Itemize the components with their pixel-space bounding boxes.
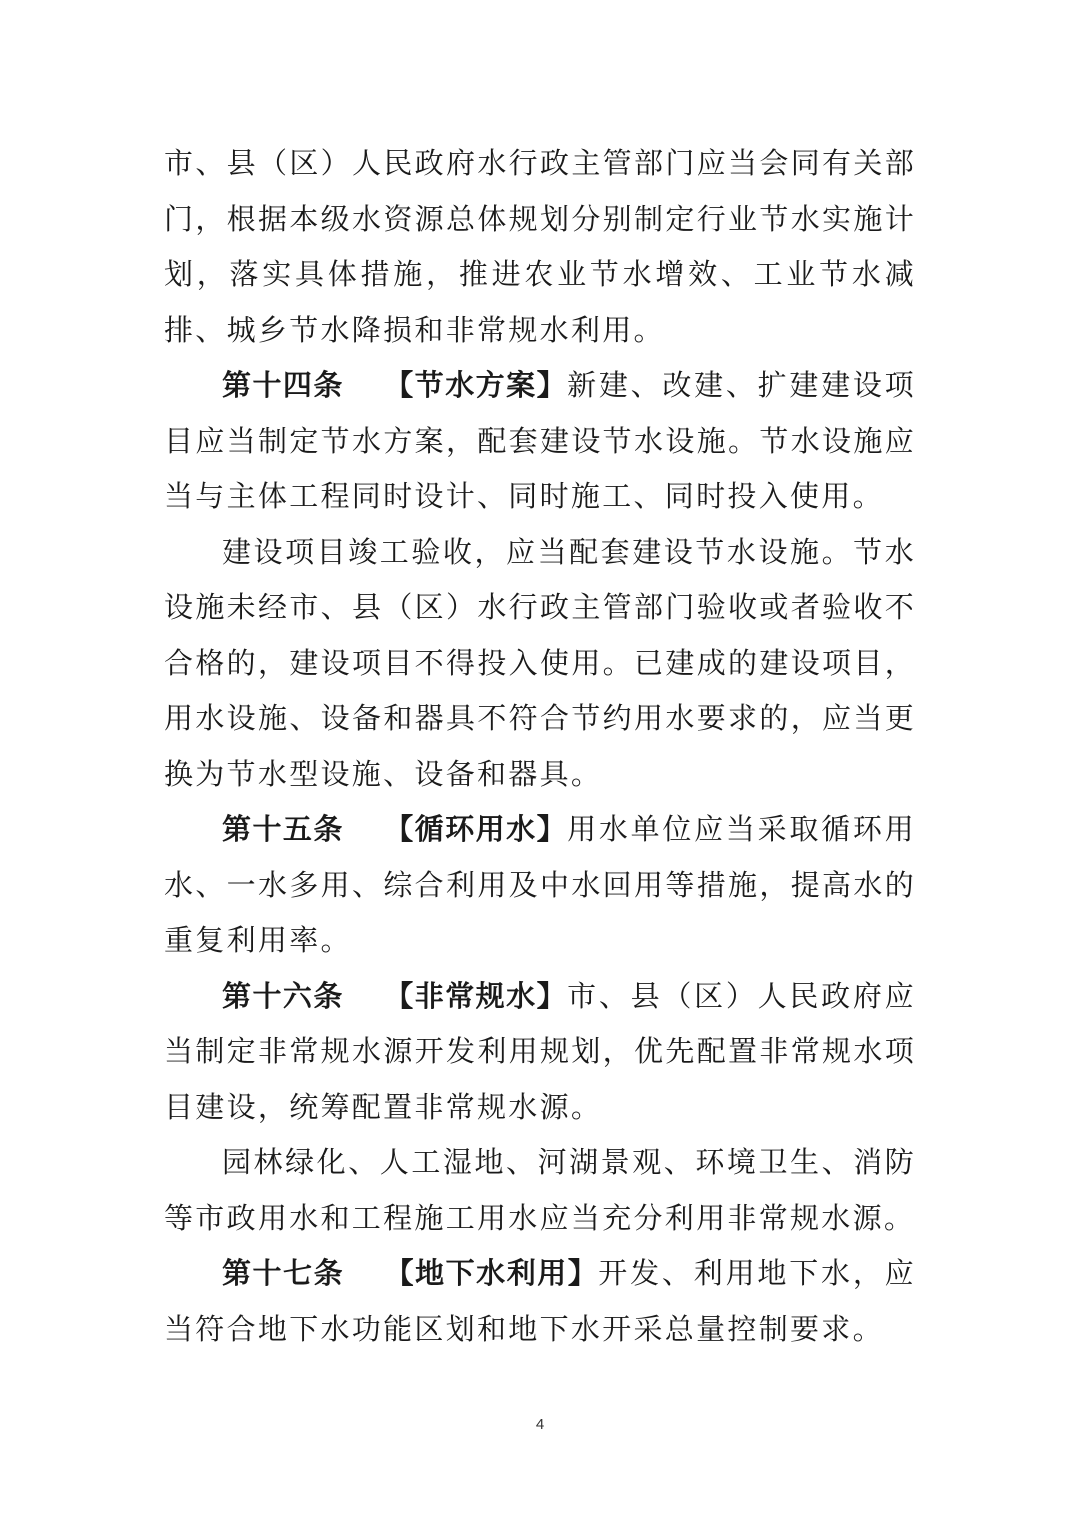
page-number: 4 bbox=[535, 1416, 545, 1433]
article-title: 【地下水利用】 bbox=[384, 1256, 599, 1290]
paragraph-text: 建设项目竣工验收，应当配套建设节水设施。节水设施未经市、县（区）水行政主管部门验收或者验收不合格的，建设项目不得投入使用。已建成的建设项目，用水设施、设备和器具不符合节约用水要求的，应当更换为节水型设施、设备和器具。 bbox=[164, 534, 916, 791]
document-body bbox=[164, 136, 916, 1357]
article-title: 【循环用水】 bbox=[383, 812, 568, 846]
paragraph-municipal-water bbox=[164, 1135, 916, 1246]
paragraph-text: 市、县（区）人民政府水行政主管部门应当会同有关部门，根据本级水资源总体规划分别制定行业节水实施计划，落实具体措施，推进农业节水增效、工业节水减排、城乡节水降损和非常规水利用。 bbox=[164, 146, 916, 347]
article-17 bbox=[164, 1246, 916, 1357]
article-number: 第十四条 bbox=[222, 368, 344, 402]
article-title: 【非常规水】 bbox=[383, 978, 568, 1013]
article-title: 【节水方案】 bbox=[383, 368, 568, 402]
article-number: 第十五条 bbox=[222, 812, 344, 846]
paragraph-text: 园林绿化、人工湿地、河湖景观、环境卫生、消防等市政用水和工程施工用水应当充分利用非常规水源。 bbox=[164, 1145, 916, 1235]
article-14 bbox=[164, 358, 916, 525]
article-15 bbox=[164, 802, 916, 969]
article-number: 第十七条 bbox=[222, 1256, 345, 1290]
paragraph-text: 新建、改建、扩建建设项目应当制定节水方案，配套建设节水设施。节水设施应当与主体工程同时设计、同时施工、同时投入使用。 bbox=[164, 368, 916, 513]
paragraph-acceptance bbox=[164, 525, 916, 803]
paragraph-text: 用水单位应当采取循环用水、一水多用、综合利用及中水回用等措施，提高水的重复利用率。 bbox=[164, 812, 916, 957]
paragraph-text: 市、县（区）人民政府应当制定非常规水源开发利用规划，优先配置非常规水项目建设，统筹配置非常规水源。 bbox=[164, 978, 916, 1124]
paragraph-continuation bbox=[164, 136, 916, 358]
article-16 bbox=[164, 969, 916, 1136]
article-number: 第十六条 bbox=[222, 978, 344, 1013]
paragraph-text: 开发、利用地下水，应当符合地下水功能区划和地下水开采总量控制要求。 bbox=[164, 1256, 916, 1346]
